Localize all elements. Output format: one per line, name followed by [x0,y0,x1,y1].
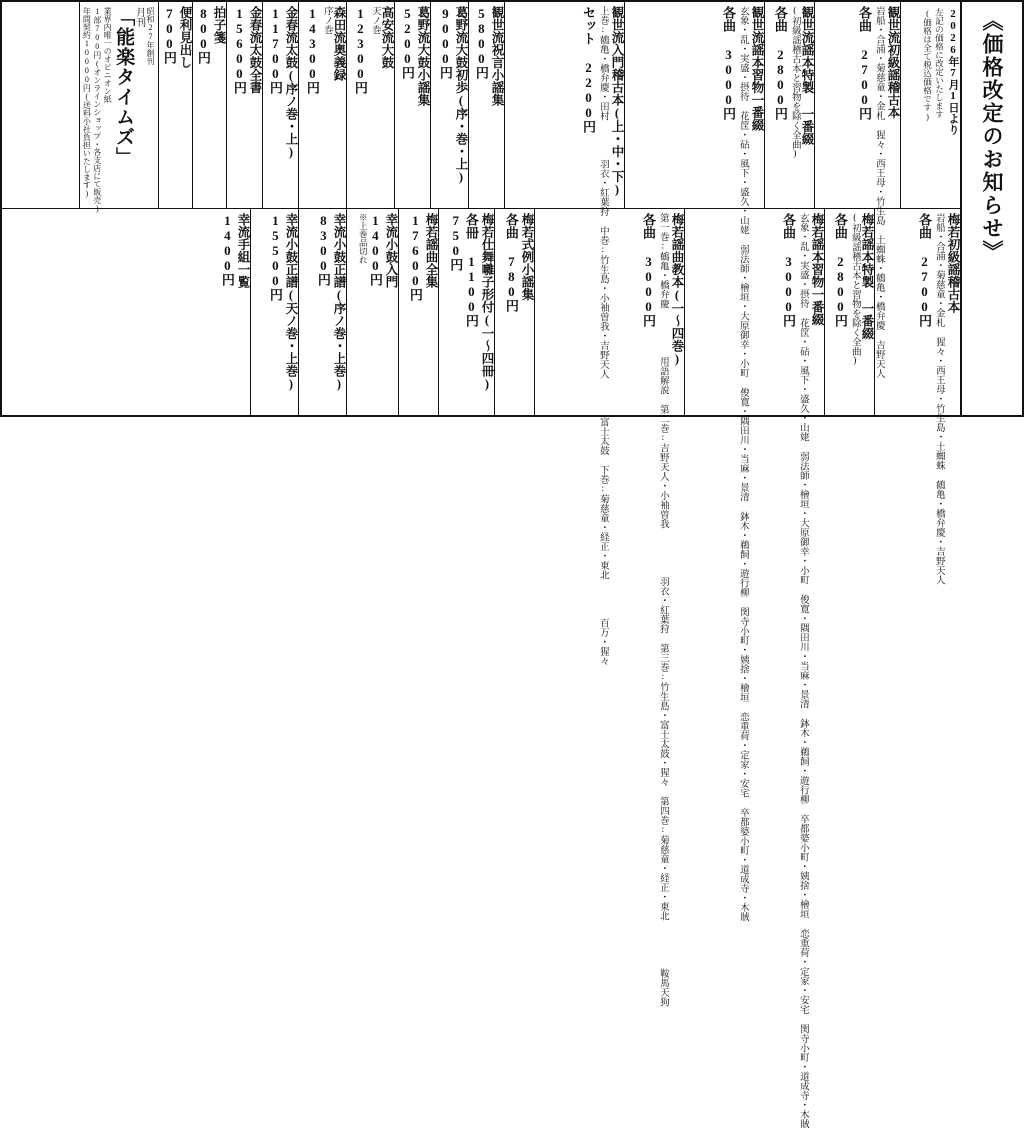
item-kanze-shukugen-shoutaishu [468,2,504,208]
revision-note: 左記の価格に改定いたします [935,8,944,202]
publisher-masthead [79,2,158,208]
publisher-title: 「能楽タイムズ」 [113,7,133,203]
item-titles: 玄象・乱・実盛・摂待 花筐・砧・風下・盛久・山姥 弱法師・檜垣・大原御幸・小町 俊寛・隅田川・当麻・景清 鉢木・鵜飼・遊行柳 卒都婆小町・姨捨・檜垣 恋重荷・定家・安宅 関寺小町・道成寺・木賊 [797,213,808,1128]
item-sub: (初級謡稽古本と習物を除く全曲) [849,213,859,366]
item-heading: 幸流手組一覧 [236,213,249,288]
page-title [960,2,1022,415]
item-umewaka-youkyoku-honshu [684,209,824,416]
item-kanze-shokyu-keikobon [814,2,900,208]
item-heading: 梅若謡本習物一番綴 [810,213,823,326]
table-row-bottom [2,209,960,416]
item-price: 700円 [162,6,176,64]
item-kuzuno-daiko-shoho [430,2,468,208]
item-morita-ryu-okugiroku [298,2,346,208]
item-price: 各曲 3000円 [781,213,795,327]
item-kanze-nyumon-keikobon [504,2,624,208]
item-price-extra: 750円 [449,213,463,271]
item-titles: 岩船・合浦・菊慈童・金札 猩々・西王母・竹生島・土蜘蛛 鶴亀・橋弁慶・吉野天人 [933,213,944,585]
item-ko-ryu-kotsuzumi-seifu-ten [250,209,298,416]
item-price: 各曲 780円 [504,213,518,312]
item-takayasu-ryu-otsuzumi [346,2,394,208]
item-heading: 観世流入門稽古本(上・中・下) [610,6,623,197]
item-umewaka-shimai-hayashizuke [438,209,494,416]
item-kuzuno-daiko-shotaishu [394,2,430,208]
item-heading: 森田流奥義録 [332,6,345,81]
item-konparu-ryu-taiko-zensho [226,2,262,208]
item-heading: 梅若初級謡稽古本 [946,213,959,313]
item-price: 12300円 [353,6,367,94]
publisher-industry: 業界内唯一のオピニオン紙 [103,7,111,203]
item-price: 各冊 1100円 [464,213,478,327]
publisher-monthly: 月刊 [133,7,144,203]
item-price: 11700円 [268,6,282,94]
item-heading: 観世流祝言小謡集 [490,6,503,106]
item-benri-midashi [158,2,192,208]
item-heading: 便利見出し [178,6,191,69]
item-price: 8300円 [316,213,330,286]
item-heading: 梅若謡本特製 一番綴 [860,213,873,340]
item-price: 5200円 [400,6,414,79]
item-note: ※上巻品切れ [358,213,367,264]
main-table [2,2,960,415]
item-heading: 梅若謡曲教本(一〜四巻) [670,213,683,366]
item-heading: 梅若仕舞囃子形付(一〜四冊) [480,213,493,391]
item-umewaka-youkyoku-kyouhon [534,209,684,416]
item-price: 各曲 2700円 [857,6,871,120]
item-price: 各曲 3000円 [721,6,735,120]
item-heading: 梅若謡曲全集 [424,213,437,288]
item-heading: 観世流謡本習物一番綴 [750,6,763,131]
item-umewaka-youkyoku-tokubetsu [824,209,874,416]
item-price: 各曲 2800円 [833,213,847,327]
item-umewaka-shikirei-shoutaishu [494,209,534,416]
tax-note: (価格は全て税込価格です) [923,8,932,202]
item-heading: 拍子箋 [212,6,225,44]
item-heading: 金春流太鼓全書 [248,6,261,94]
publisher-subscription: 年間契約10000円(送料小社負担いたします) [82,7,90,203]
item-umewaka-youkyoku-zenshu [398,209,438,416]
item-price: セット 2200円 [581,6,595,133]
effective-date: 2026年7月1日より [946,8,958,202]
item-titles: 第一巻:鶴亀・橋弁慶 用語解説 第二巻:吉野天人・小袖曽我 羽衣・紅葉狩 第三巻:竹生島・富士太鼓・猩々 第四巻:菊慈童・経正・東北 鞍馬天狗 [657,213,668,1007]
item-umewaka-shokyu-keikobon [874,209,960,416]
item-price: 1400円 [220,213,234,286]
effective-date-notice [900,2,960,208]
item-heading: 幸流小鼓正譜(天ノ巻・上巻) [284,213,297,391]
item-titles: 岩船・合浦・菊慈童・金札 猩々・西王母・竹生島 土蜘蛛・鶴亀・橋弁慶 吉野天人 [873,6,884,378]
item-price: 各曲 3000円 [641,213,655,327]
item-price: 800円 [196,6,210,64]
item-sub: (初級謡稽古本と習物を除く全曲) [789,6,799,159]
item-heading: 金春流太鼓(序ノ巻・上) [284,6,297,159]
item-kanze-youkyoku-tokubetsu [764,2,814,208]
item-konparu-ryu-taiko [262,2,298,208]
item-price: 15600円 [232,6,246,94]
publisher-founded: 昭和27年創刊 [146,7,154,203]
item-sub: 天ノ巻 [369,6,379,35]
price-revision-notice [0,0,1024,417]
item-price: 各曲 2800円 [773,6,787,120]
publisher-price: 1部700円(オンラインショップ・各支店にて販売) [92,7,100,203]
item-heading: 葛野流大鼓初歩(序・巻・上) [454,6,467,184]
item-titles: 玄象・乱・実盛・摂待 花筐・砧・風下・盛久・山姥 弱法師・檜垣・大原御幸・小町 俊寛・隅田川・当麻・景清 鉢木・鵜飼・遊行柳 関寺小町・姨捨・檜垣 恋重荷・定家・安宅 卒都婆小町・道成寺・木賊 [737,6,748,922]
item-price: 15500円 [268,213,282,301]
item-ko-ryu-kotsuzumi-seifu-jo [298,209,346,416]
item-ko-ryu-kotsuzumi-nyumon [346,209,398,416]
item-heading: 高安流大鼓 [380,6,393,69]
item-ko-ryu-shuso-ichiran [2,209,250,416]
item-price: 17600円 [408,213,422,301]
item-sub: 序ノ巻 [321,6,331,35]
item-heading: 幸流小鼓入門 [384,213,397,288]
item-heading: 葛野流大鼓小謡集 [416,6,429,106]
item-heading: 観世流初級謡稽古本 [886,6,899,119]
item-price: 14300円 [305,6,319,94]
item-heading: 幸流小鼓正譜(序ノ巻・上巻) [332,213,345,391]
item-price: 5800円 [474,6,488,79]
item-heading: 観世流謡本特製 一番綴 [800,6,813,145]
table-row-top [2,2,960,209]
item-price: 1400円 [368,213,382,286]
item-heading: 梅若式例小謡集 [520,213,533,301]
item-titles: 上巻:鶴亀・橋弁慶・田村 羽衣・紅葉狩 中巻:竹生島・小袖曽我・吉野天人 富士太鼓 下巻:菊慈童・経正・東北 百万・猩々 [597,6,608,666]
item-kanze-youkyoku-honshu [624,2,764,208]
item-hyoshigami [192,2,226,208]
item-price: 各曲 2700円 [917,213,931,327]
page-title-text: 《価格改定のお知らせ》 [981,10,1003,263]
item-price: 9000円 [438,6,452,79]
